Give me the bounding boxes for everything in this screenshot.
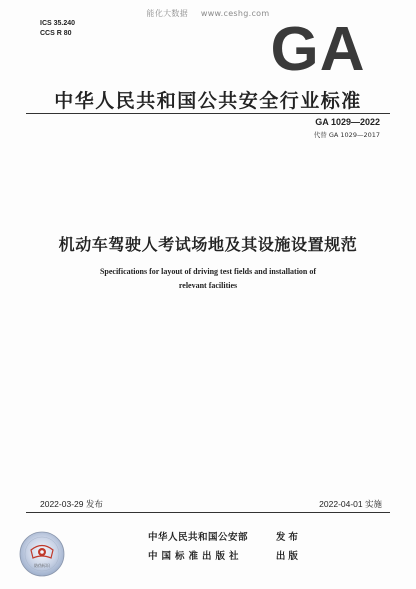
- document-title-zh: 机动车驾驶人考试场地及其设施设置规范: [58, 235, 358, 254]
- stamp-label: 防伪标识: [34, 563, 50, 568]
- publisher-press-action: 出版: [275, 551, 301, 562]
- document-title-en-line2: relevant facilities: [178, 281, 238, 290]
- watermark-site-url: www.ceshg.com: [200, 9, 270, 18]
- ics-code: ICS 35.240: [40, 20, 76, 27]
- classification-codes: [40, 19, 75, 39]
- watermark-site-name: 能化大数据: [146, 9, 189, 18]
- standard-number: GA 1029—2022: [315, 117, 380, 127]
- top-divider: [26, 113, 390, 114]
- document-title-en-line1: Specifications for layout of driving test fields and installation of: [99, 267, 317, 276]
- publisher-issuer-name: 中华人民共和国公安部: [148, 532, 249, 543]
- issue-date: 2022-03-29 发布: [40, 499, 103, 509]
- publisher-issuer-action: 发布: [275, 532, 301, 543]
- ga-logo: GA: [270, 15, 366, 84]
- implementation-date: 2022-04-01 实施: [319, 499, 382, 509]
- publisher-issuer: [148, 529, 348, 543]
- ccs-code: CCS R 80: [40, 30, 72, 37]
- standard-category-title: 中华人民共和国公共安全行业标准: [54, 90, 362, 112]
- document-title-en: [40, 265, 376, 293]
- publisher-press: [148, 548, 348, 562]
- publisher-press-name: 中国标准出版社: [148, 551, 243, 562]
- anti-counterfeit-stamp-icon: [18, 530, 66, 578]
- bottom-divider: [26, 512, 390, 513]
- replaces-standard: 代替 GA 1029—2017: [313, 131, 380, 139]
